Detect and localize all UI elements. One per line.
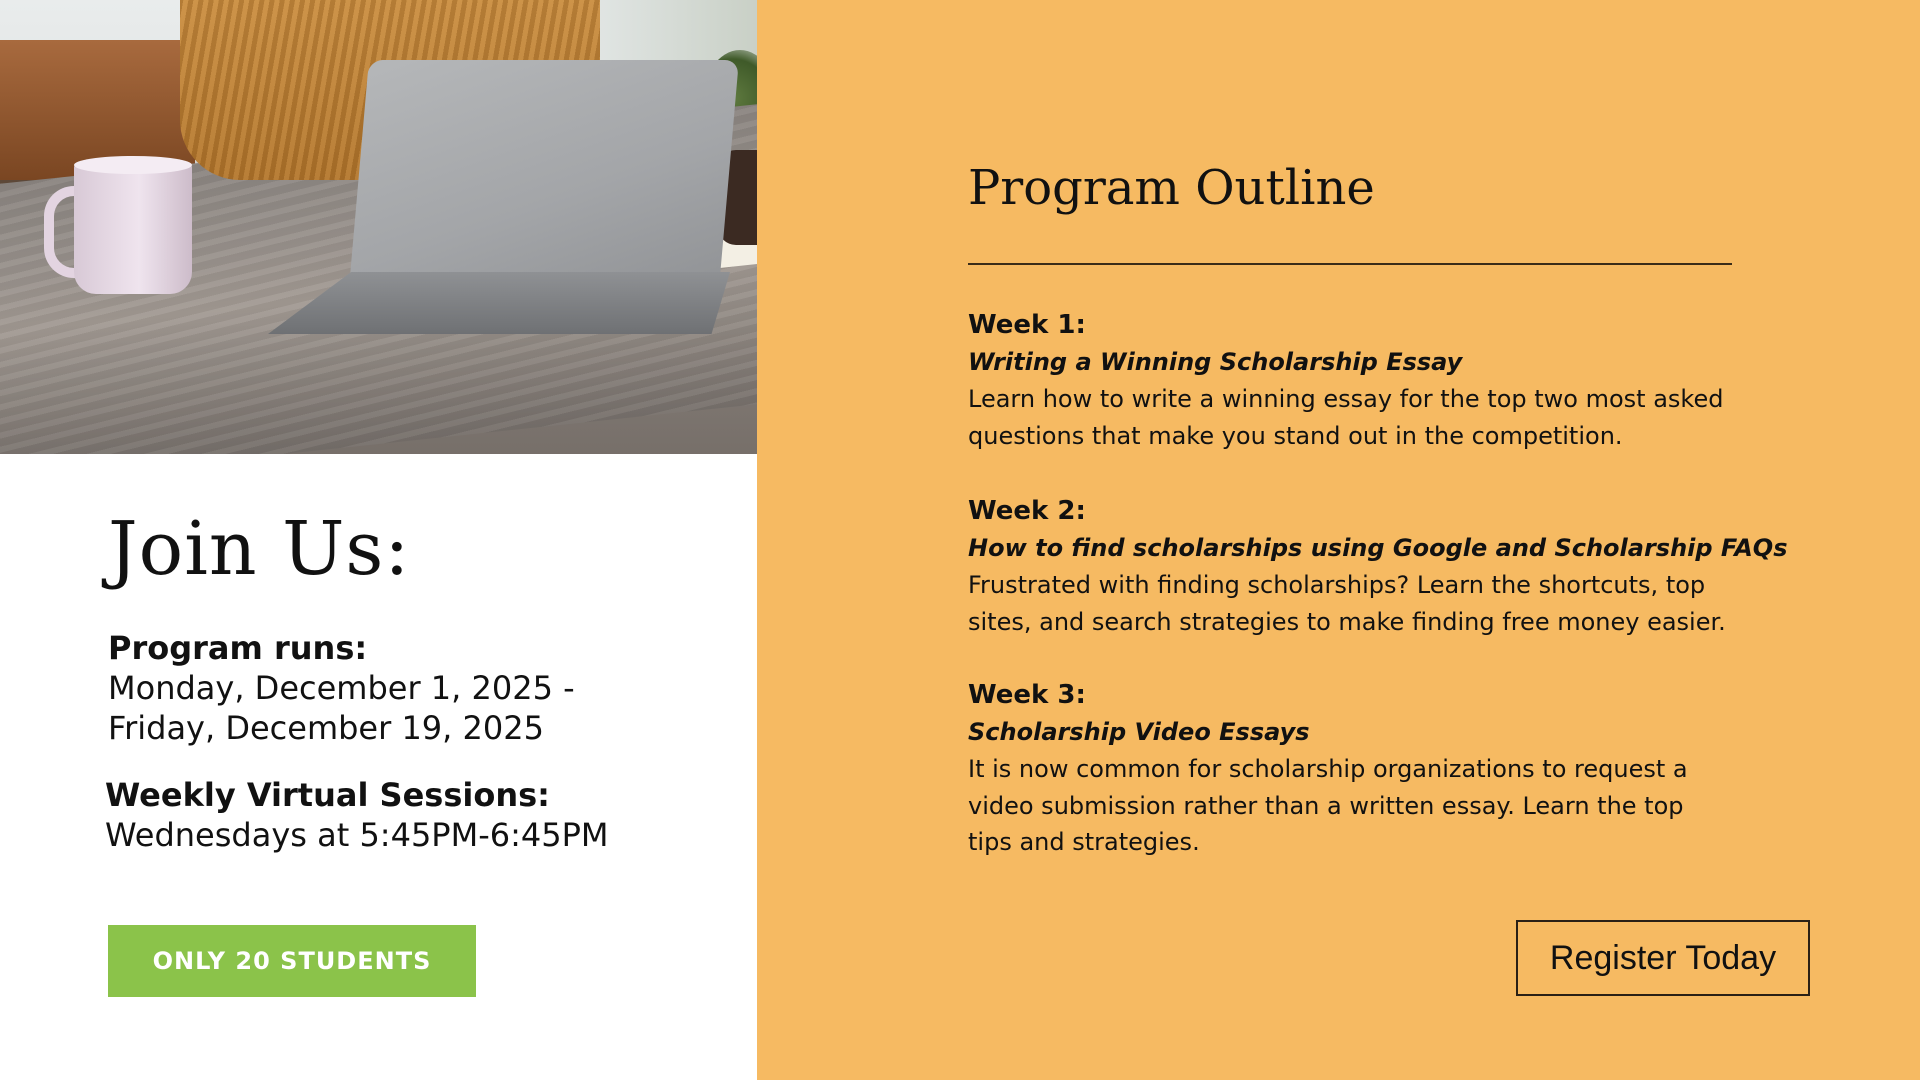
week-1-topic: Writing a Winning Scholarship Essay: [968, 348, 1463, 376]
week-1-label: Week 1:: [968, 310, 1086, 340]
program-runs-end: Friday, December 19, 2025: [108, 709, 544, 747]
photo-shade: [0, 0, 757, 454]
week-2-desc-line: Frustrated with finding scholarships? Learn the shortcuts, top: [968, 571, 1706, 599]
week-3-desc-line: It is now common for scholarship organizations to request a: [968, 755, 1688, 783]
outline-title: Program Outline: [968, 160, 1375, 216]
week-3-label: Week 3:: [968, 680, 1086, 710]
week-3-desc-line: tips and strategies.: [968, 828, 1200, 856]
join-title: Join Us:: [108, 506, 411, 592]
week-2-desc-line: sites, and search strategies to make finding free money easier.: [968, 607, 1726, 636]
week-1-desc-line: questions that make you stand out in the competition.: [968, 421, 1623, 450]
week-3-topic: Scholarship Video Essays: [968, 718, 1310, 746]
week-2-section: [968, 493, 1788, 640]
program-runs-label: Program runs:: [108, 629, 368, 667]
week-2-topic: How to find scholarships using Google and Scholarship FAQs: [968, 534, 1788, 562]
hero-photo: [0, 0, 757, 454]
week-3-section: [968, 677, 1788, 861]
program-runs-start: Monday, December 1, 2025 -: [108, 669, 575, 707]
week-3-desc-line: video submission rather than a written essay. Learn the top: [968, 791, 1684, 820]
weekly-sessions-time: Wednesdays at 5:45PM-6:45PM: [105, 816, 609, 854]
program-runs: [108, 628, 708, 748]
weekly-sessions: [105, 775, 735, 855]
outline-divider: [968, 263, 1732, 265]
week-1-section: [968, 307, 1788, 454]
register-today-button[interactable]: Register Today: [1516, 920, 1810, 996]
week-1-desc-line: Learn how to write a winning essay for the top two most asked: [968, 385, 1724, 413]
week-2-label: Week 2:: [968, 496, 1086, 526]
only-20-students-badge[interactable]: ONLY 20 STUDENTS: [108, 925, 476, 997]
weekly-sessions-label: Weekly Virtual Sessions:: [105, 776, 550, 814]
